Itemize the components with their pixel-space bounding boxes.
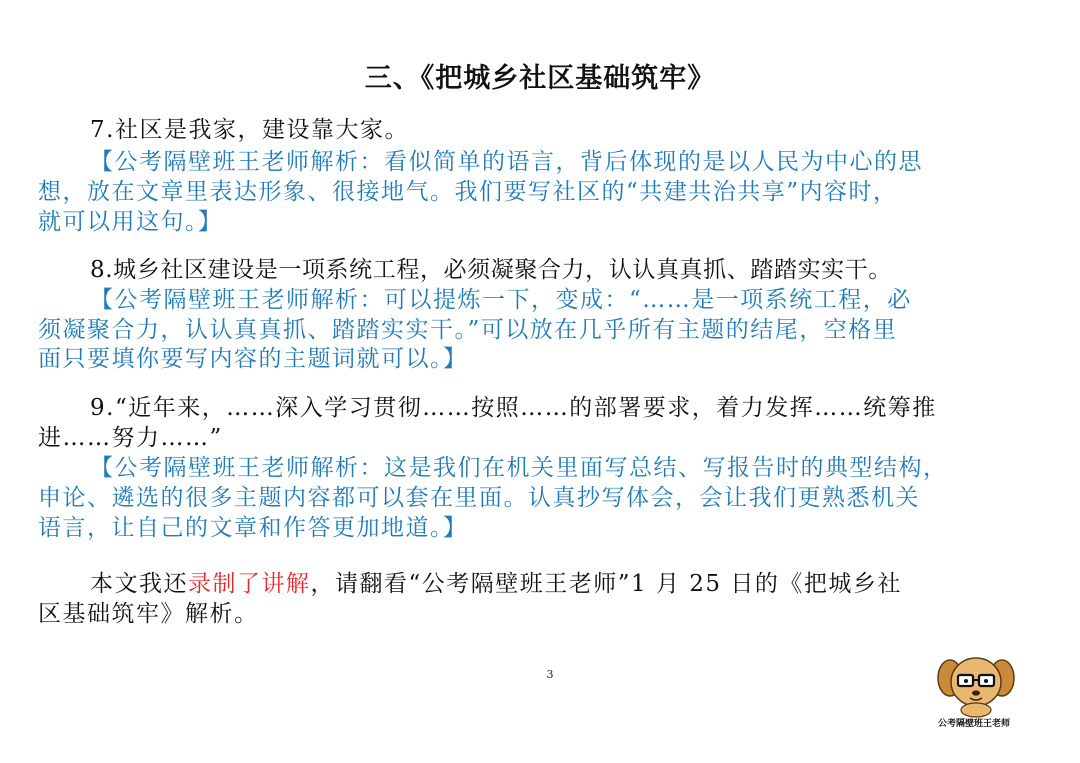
item-9-analysis-line-2: 申论、遴选的很多主题内容都可以套在里面。认真抄写体会，会让我们更熟悉机关 [38, 485, 920, 511]
closing-text-before: 本文我还 [90, 571, 188, 597]
closing-text-after: ，请翻看“公考隔壁班王老师”1 月 25 日的《把城乡社 [310, 571, 902, 597]
item-7-analysis-line-3: 就可以用这句。】 [38, 209, 223, 235]
closing-highlight: 录制了讲解 [188, 571, 311, 597]
item-8-analysis-line-1: 【公考隔壁班王老师解析：可以提炼一下，变成：“……是一项系统工程，必 [90, 287, 912, 313]
item-8-analysis-line-2: 须凝聚合力，认认真真抓、踏踏实实干。”可以放在几乎所有主题的结尾，空格里 [38, 317, 898, 343]
section-title: 三、《把城乡社区基础筑牢》 [364, 63, 716, 94]
item-7-analysis-line-1: 【公考隔壁班王老师解析：看似简单的语言，背后体现的是以人民为中心的思 [90, 149, 923, 175]
item-7-analysis-line-2: 想，放在文章里表达形象、很接地气。我们要写社区的“共建共治共享”内容时， [38, 179, 898, 205]
closing-line-2: 区基础筑牢》解析。 [38, 601, 259, 627]
item-9-analysis-line-3: 语言，让自己的文章和作答更加地道。】 [38, 515, 468, 541]
item-9-quote-line-1: 9.“近年来，……深入学习贯彻……按照……的部署要求，着力发挥……统筹推 [90, 395, 937, 421]
item-9-quote-line-2: 进……努力……” [38, 425, 223, 451]
item-7-quote: 7.社区是我家，建设靠大家。 [90, 117, 409, 143]
closing-line-1 [90, 568, 1080, 600]
item-9-analysis-line-1: 【公考隔壁班王老师解析：这是我们在机关里面写总结、写报告时的典型结构， [90, 455, 948, 481]
page-number: 3 [546, 668, 554, 681]
logo-caption: 公考隔壁班王老师 [937, 719, 1010, 729]
item-8-quote: 8.城乡社区建设是一项系统工程，必须凝聚合力，认认真真抓、踏踏实实干。 [90, 257, 892, 283]
item-8-analysis-line-3: 面只要填你要写内容的主题词就可以。】 [38, 346, 468, 372]
